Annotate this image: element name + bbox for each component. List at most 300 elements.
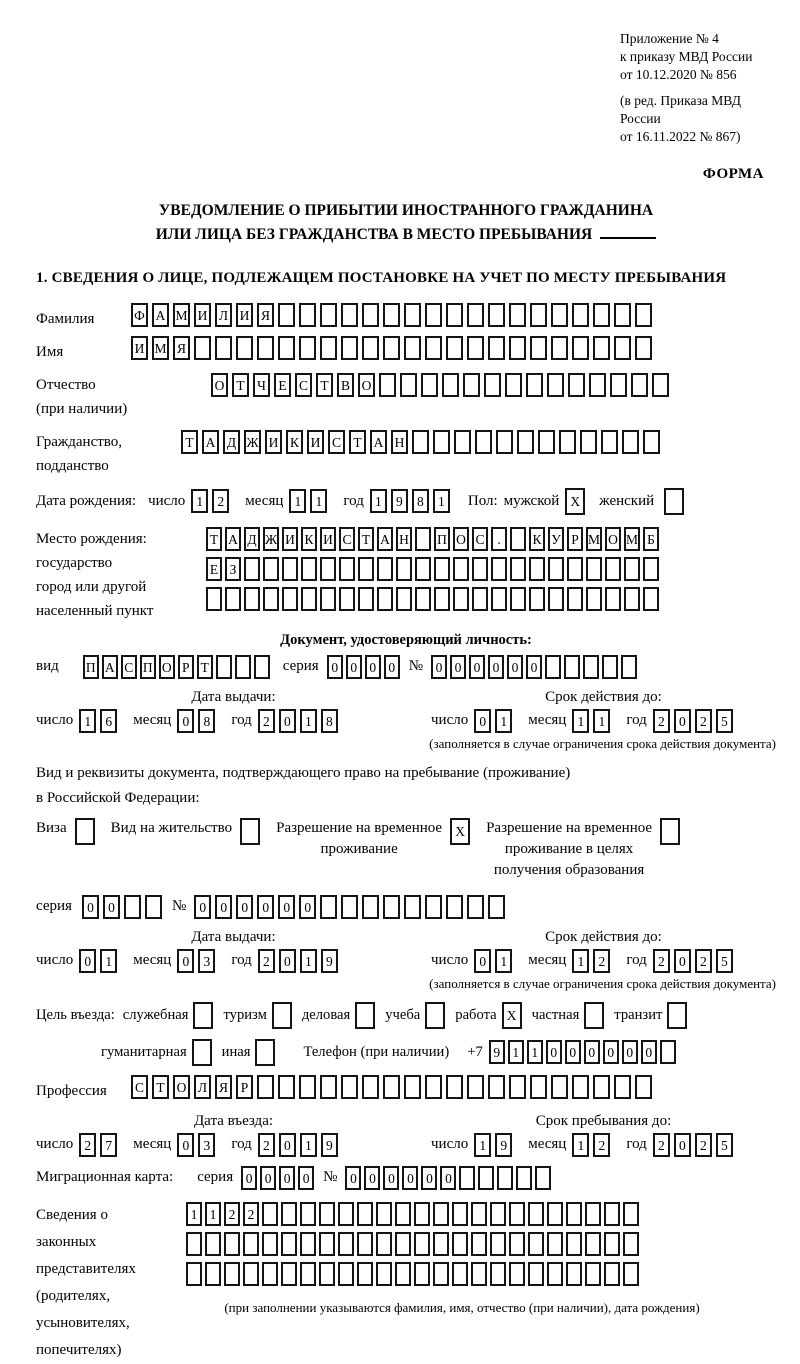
char-cell[interactable]: 1 [289,489,306,513]
char-cell[interactable] [255,1039,275,1066]
char-cell[interactable] [484,373,501,397]
char-cell[interactable] [530,1075,547,1099]
char-cell[interactable] [383,336,400,360]
char-cell[interactable] [580,430,597,454]
char-cell[interactable] [564,655,580,679]
char-cell[interactable] [528,1202,544,1226]
char-cell[interactable] [547,373,564,397]
birth-place-input-cells[interactable] [206,587,662,611]
char-cell[interactable] [491,557,507,581]
char-cell[interactable] [583,655,599,679]
purpose-tourism-checkbox[interactable] [272,1002,292,1029]
char-cell[interactable] [145,895,162,919]
char-cell[interactable]: М [152,336,169,360]
char-cell[interactable] [496,430,513,454]
char-cell[interactable] [320,303,337,327]
char-cell[interactable]: К [529,527,545,551]
char-cell[interactable]: 2 [243,1202,259,1226]
char-cell[interactable] [433,1202,449,1226]
char-cell[interactable]: 2 [79,1133,96,1157]
char-cell[interactable] [624,587,640,611]
char-cell[interactable]: Я [173,336,190,360]
char-cell[interactable] [244,557,260,581]
char-cell[interactable] [320,557,336,581]
char-cell[interactable]: 5 [716,949,733,973]
char-cell[interactable] [235,655,251,679]
char-cell[interactable] [488,895,505,919]
char-cell[interactable] [193,1002,213,1029]
char-cell[interactable] [224,1232,240,1256]
char-cell[interactable] [593,1075,610,1099]
char-cell[interactable]: 0 [103,895,120,919]
char-cell[interactable]: 0 [365,655,381,679]
char-cell[interactable] [605,557,621,581]
char-cell[interactable] [452,1202,468,1226]
char-cell[interactable]: У [548,527,564,551]
char-cell[interactable]: 1 [100,949,117,973]
char-cell[interactable] [319,1202,335,1226]
char-cell[interactable]: А [225,527,241,551]
char-cell[interactable] [509,336,526,360]
date-year-cells[interactable] [258,952,342,968]
char-cell[interactable] [509,303,526,327]
char-cell[interactable] [357,1262,373,1286]
char-cell[interactable]: 1 [572,949,589,973]
char-cell[interactable] [459,1166,475,1190]
char-cell[interactable]: 0 [440,1166,456,1190]
char-cell[interactable] [225,587,241,611]
char-cell[interactable]: Т [316,373,333,397]
char-cell[interactable] [471,1262,487,1286]
char-cell[interactable] [475,430,492,454]
char-cell[interactable] [425,303,442,327]
residence-series-input-cells[interactable] [82,895,166,919]
char-cell[interactable]: 2 [212,489,229,513]
char-cell[interactable] [216,655,232,679]
doc-type-input-cells[interactable] [83,655,273,679]
char-cell[interactable] [395,1262,411,1286]
char-cell[interactable] [510,527,526,551]
char-cell[interactable] [589,373,606,397]
purpose-humanitarian-checkbox[interactable] [192,1039,212,1066]
purpose-work-checkbox[interactable] [502,1002,522,1029]
char-cell[interactable]: 8 [412,489,429,513]
char-cell[interactable] [425,895,442,919]
char-cell[interactable]: И [194,303,211,327]
char-cell[interactable]: А [152,303,169,327]
char-cell[interactable] [341,336,358,360]
char-cell[interactable] [263,587,279,611]
char-cell[interactable]: 1 [370,489,387,513]
char-cell[interactable] [471,1202,487,1226]
char-cell[interactable] [412,430,429,454]
char-cell[interactable] [593,303,610,327]
char-cell[interactable] [664,488,684,515]
surname-input-cells[interactable] [131,303,656,327]
char-cell[interactable]: 0 [674,709,691,733]
char-cell[interactable] [341,303,358,327]
char-cell[interactable] [623,1262,639,1286]
char-cell[interactable] [516,1166,532,1190]
char-cell[interactable] [567,557,583,581]
char-cell[interactable]: Я [257,303,274,327]
char-cell[interactable]: 0 [431,655,447,679]
char-cell[interactable] [491,587,507,611]
date-year-cells[interactable] [653,1136,737,1152]
char-cell[interactable]: А [377,527,393,551]
char-cell[interactable] [278,303,295,327]
char-cell[interactable] [215,336,232,360]
char-cell[interactable]: 2 [695,1133,712,1157]
char-cell[interactable]: С [121,655,137,679]
char-cell[interactable]: 1 [186,1202,202,1226]
char-cell[interactable] [566,1262,582,1286]
date-day-cells[interactable] [79,952,121,968]
char-cell[interactable] [338,1232,354,1256]
char-cell[interactable]: 0 [469,655,485,679]
char-cell[interactable]: 1 [508,1040,524,1064]
char-cell[interactable] [488,336,505,360]
birth-place-input-cells[interactable] [206,557,662,581]
char-cell[interactable] [257,336,274,360]
date-day-cells[interactable] [474,952,516,968]
char-cell[interactable]: 0 [194,895,211,919]
char-cell[interactable] [320,1075,337,1099]
char-cell[interactable]: 0 [488,655,504,679]
char-cell[interactable] [530,336,547,360]
char-cell[interactable]: М [586,527,602,551]
char-cell[interactable]: Д [223,430,240,454]
date-month-cells[interactable] [177,712,219,728]
char-cell[interactable] [622,430,639,454]
migration-series-input-cells[interactable] [241,1166,317,1190]
char-cell[interactable] [528,1262,544,1286]
purpose-business-checkbox[interactable] [355,1002,375,1029]
char-cell[interactable]: Т [152,1075,169,1099]
char-cell[interactable]: 0 [278,895,295,919]
char-cell[interactable]: Т [349,430,366,454]
char-cell[interactable]: С [131,1075,148,1099]
char-cell[interactable]: Т [197,655,213,679]
char-cell[interactable] [467,303,484,327]
date-day-cells[interactable] [474,1136,516,1152]
char-cell[interactable] [415,557,431,581]
char-cell[interactable]: 1 [300,709,317,733]
char-cell[interactable]: С [295,373,312,397]
char-cell[interactable] [278,1075,295,1099]
char-cell[interactable] [341,895,358,919]
char-cell[interactable]: Р [567,527,583,551]
char-cell[interactable] [585,1202,601,1226]
char-cell[interactable]: 0 [546,1040,562,1064]
purpose-other-checkbox[interactable] [255,1039,275,1066]
char-cell[interactable]: 8 [321,709,338,733]
char-cell[interactable] [528,1232,544,1256]
char-cell[interactable]: 0 [177,1133,194,1157]
char-cell[interactable] [572,303,589,327]
char-cell[interactable]: 1 [495,949,512,973]
date-year-cells[interactable] [258,712,342,728]
char-cell[interactable]: 0 [215,895,232,919]
char-cell[interactable] [194,336,211,360]
char-cell[interactable] [414,1262,430,1286]
char-cell[interactable]: 0 [674,1133,691,1157]
char-cell[interactable] [652,373,669,397]
char-cell[interactable] [362,303,379,327]
char-cell[interactable] [362,1075,379,1099]
char-cell[interactable]: 7 [100,1133,117,1157]
char-cell[interactable] [586,587,602,611]
char-cell[interactable]: Л [194,1075,211,1099]
char-cell[interactable] [585,1232,601,1256]
char-cell[interactable] [623,1202,639,1226]
char-cell[interactable]: И [320,527,336,551]
migration-number-input-cells[interactable] [345,1166,554,1190]
char-cell[interactable] [551,303,568,327]
char-cell[interactable] [467,1075,484,1099]
char-cell[interactable]: О [358,373,375,397]
char-cell[interactable] [300,1262,316,1286]
char-cell[interactable]: 2 [593,1133,610,1157]
char-cell[interactable]: И [265,430,282,454]
char-cell[interactable]: 1 [572,1133,589,1157]
char-cell[interactable] [624,557,640,581]
char-cell[interactable]: Ж [263,527,279,551]
char-cell[interactable]: П [434,527,450,551]
char-cell[interactable] [224,1262,240,1286]
char-cell[interactable]: 0 [177,949,194,973]
char-cell[interactable] [281,1262,297,1286]
char-cell[interactable] [301,587,317,611]
char-cell[interactable]: 0 [421,1166,437,1190]
char-cell[interactable] [262,1202,278,1226]
char-cell[interactable] [529,587,545,611]
char-cell[interactable]: 0 [177,709,194,733]
char-cell[interactable] [510,587,526,611]
char-cell[interactable] [206,587,222,611]
char-cell[interactable]: 2 [258,1133,275,1157]
char-cell[interactable] [338,1262,354,1286]
purpose-official-checkbox[interactable] [193,1002,213,1029]
char-cell[interactable] [545,655,561,679]
char-cell[interactable] [566,1232,582,1256]
purpose-transit-checkbox[interactable] [667,1002,687,1029]
guardians-input-cells[interactable] [186,1202,738,1226]
char-cell[interactable]: Н [391,430,408,454]
char-cell[interactable]: Б [643,527,659,551]
char-cell[interactable]: 0 [507,655,523,679]
char-cell[interactable] [282,557,298,581]
char-cell[interactable]: 0 [622,1040,638,1064]
char-cell[interactable] [572,1075,589,1099]
char-cell[interactable]: X [502,1002,522,1029]
char-cell[interactable]: С [328,430,345,454]
char-cell[interactable]: 0 [383,1166,399,1190]
char-cell[interactable] [434,557,450,581]
char-cell[interactable] [357,1202,373,1226]
char-cell[interactable] [357,1232,373,1256]
char-cell[interactable] [338,1202,354,1226]
char-cell[interactable]: З [225,557,241,581]
char-cell[interactable]: Т [181,430,198,454]
date-day-cells[interactable] [79,712,121,728]
char-cell[interactable]: 1 [191,489,208,513]
char-cell[interactable] [559,430,576,454]
char-cell[interactable] [463,373,480,397]
char-cell[interactable] [434,587,450,611]
char-cell[interactable] [490,1202,506,1226]
char-cell[interactable] [509,1202,525,1226]
char-cell[interactable] [358,557,374,581]
purpose-study-checkbox[interactable] [425,1002,445,1029]
char-cell[interactable] [319,1262,335,1286]
char-cell[interactable]: 0 [364,1166,380,1190]
char-cell[interactable] [635,336,652,360]
char-cell[interactable] [124,895,141,919]
visa-checkbox[interactable] [75,818,95,845]
char-cell[interactable] [192,1039,212,1066]
char-cell[interactable] [362,895,379,919]
char-cell[interactable] [467,336,484,360]
char-cell[interactable] [453,557,469,581]
char-cell[interactable]: С [339,527,355,551]
char-cell[interactable]: 0 [450,655,466,679]
char-cell[interactable] [623,1232,639,1256]
char-cell[interactable]: 3 [198,1133,215,1157]
char-cell[interactable] [377,557,393,581]
char-cell[interactable] [584,1002,604,1029]
char-cell[interactable]: 2 [224,1202,240,1226]
char-cell[interactable] [377,587,393,611]
char-cell[interactable]: 1 [593,709,610,733]
char-cell[interactable]: А [202,430,219,454]
char-cell[interactable] [396,557,412,581]
char-cell[interactable]: 0 [82,895,99,919]
char-cell[interactable] [488,1075,505,1099]
char-cell[interactable] [404,336,421,360]
char-cell[interactable] [415,587,431,611]
char-cell[interactable] [320,895,337,919]
char-cell[interactable] [281,1202,297,1226]
char-cell[interactable] [605,587,621,611]
char-cell[interactable] [433,430,450,454]
char-cell[interactable] [299,336,316,360]
char-cell[interactable]: И [307,430,324,454]
date-year-cells[interactable] [370,493,454,509]
date-month-cells[interactable] [177,952,219,968]
char-cell[interactable]: Ж [244,430,261,454]
temp-residence-checkbox[interactable] [450,818,470,845]
char-cell[interactable] [526,373,543,397]
char-cell[interactable]: 0 [241,1166,257,1190]
char-cell[interactable]: 0 [257,895,274,919]
char-cell[interactable]: 1 [300,1133,317,1157]
char-cell[interactable] [339,587,355,611]
char-cell[interactable]: С [472,527,488,551]
char-cell[interactable]: К [286,430,303,454]
char-cell[interactable] [517,430,534,454]
char-cell[interactable] [205,1262,221,1286]
char-cell[interactable] [621,655,637,679]
date-day-cells[interactable] [474,712,516,728]
char-cell[interactable]: А [370,430,387,454]
purpose-private-checkbox[interactable] [584,1002,604,1029]
char-cell[interactable] [425,1075,442,1099]
char-cell[interactable] [490,1262,506,1286]
char-cell[interactable] [376,1202,392,1226]
char-cell[interactable]: 0 [603,1040,619,1064]
char-cell[interactable] [667,1002,687,1029]
char-cell[interactable] [614,303,631,327]
char-cell[interactable] [376,1262,392,1286]
char-cell[interactable] [601,430,618,454]
char-cell[interactable]: 0 [526,655,542,679]
char-cell[interactable] [509,1232,525,1256]
residence-permit-checkbox[interactable] [240,818,260,845]
char-cell[interactable]: Е [206,557,222,581]
char-cell[interactable]: 8 [198,709,215,733]
residence-number-input-cells[interactable] [194,895,509,919]
date-month-cells[interactable] [572,1136,614,1152]
char-cell[interactable] [414,1232,430,1256]
char-cell[interactable]: 6 [100,709,117,733]
char-cell[interactable]: О [211,373,228,397]
char-cell[interactable]: Ф [131,303,148,327]
char-cell[interactable]: П [83,655,99,679]
char-cell[interactable] [478,1166,494,1190]
char-cell[interactable] [446,895,463,919]
char-cell[interactable] [604,1262,620,1286]
char-cell[interactable]: 0 [402,1166,418,1190]
char-cell[interactable]: 9 [321,1133,338,1157]
char-cell[interactable] [355,1002,375,1029]
char-cell[interactable]: 2 [593,949,610,973]
char-cell[interactable]: 0 [279,1133,296,1157]
char-cell[interactable] [452,1232,468,1256]
char-cell[interactable]: 2 [653,709,670,733]
char-cell[interactable]: 0 [384,655,400,679]
char-cell[interactable]: . [491,527,507,551]
date-day-cells[interactable] [191,493,233,509]
char-cell[interactable] [535,1166,551,1190]
char-cell[interactable] [614,336,631,360]
char-cell[interactable]: И [131,336,148,360]
char-cell[interactable] [505,373,522,397]
char-cell[interactable] [278,336,295,360]
char-cell[interactable] [446,303,463,327]
char-cell[interactable]: К [301,527,317,551]
char-cell[interactable] [263,557,279,581]
char-cell[interactable]: 1 [495,709,512,733]
char-cell[interactable] [282,587,298,611]
char-cell[interactable] [433,1232,449,1256]
char-cell[interactable] [186,1232,202,1256]
char-cell[interactable] [421,373,438,397]
char-cell[interactable]: 0 [298,1166,314,1190]
char-cell[interactable]: 1 [300,949,317,973]
doc-series-input-cells[interactable] [327,655,403,679]
citizenship-input-cells[interactable] [181,426,664,454]
char-cell[interactable]: О [453,527,469,551]
char-cell[interactable] [572,336,589,360]
char-cell[interactable] [604,1232,620,1256]
char-cell[interactable] [643,557,659,581]
char-cell[interactable] [319,1232,335,1256]
char-cell[interactable] [446,336,463,360]
char-cell[interactable]: 1 [433,489,450,513]
char-cell[interactable] [497,1166,513,1190]
char-cell[interactable]: Е [274,373,291,397]
